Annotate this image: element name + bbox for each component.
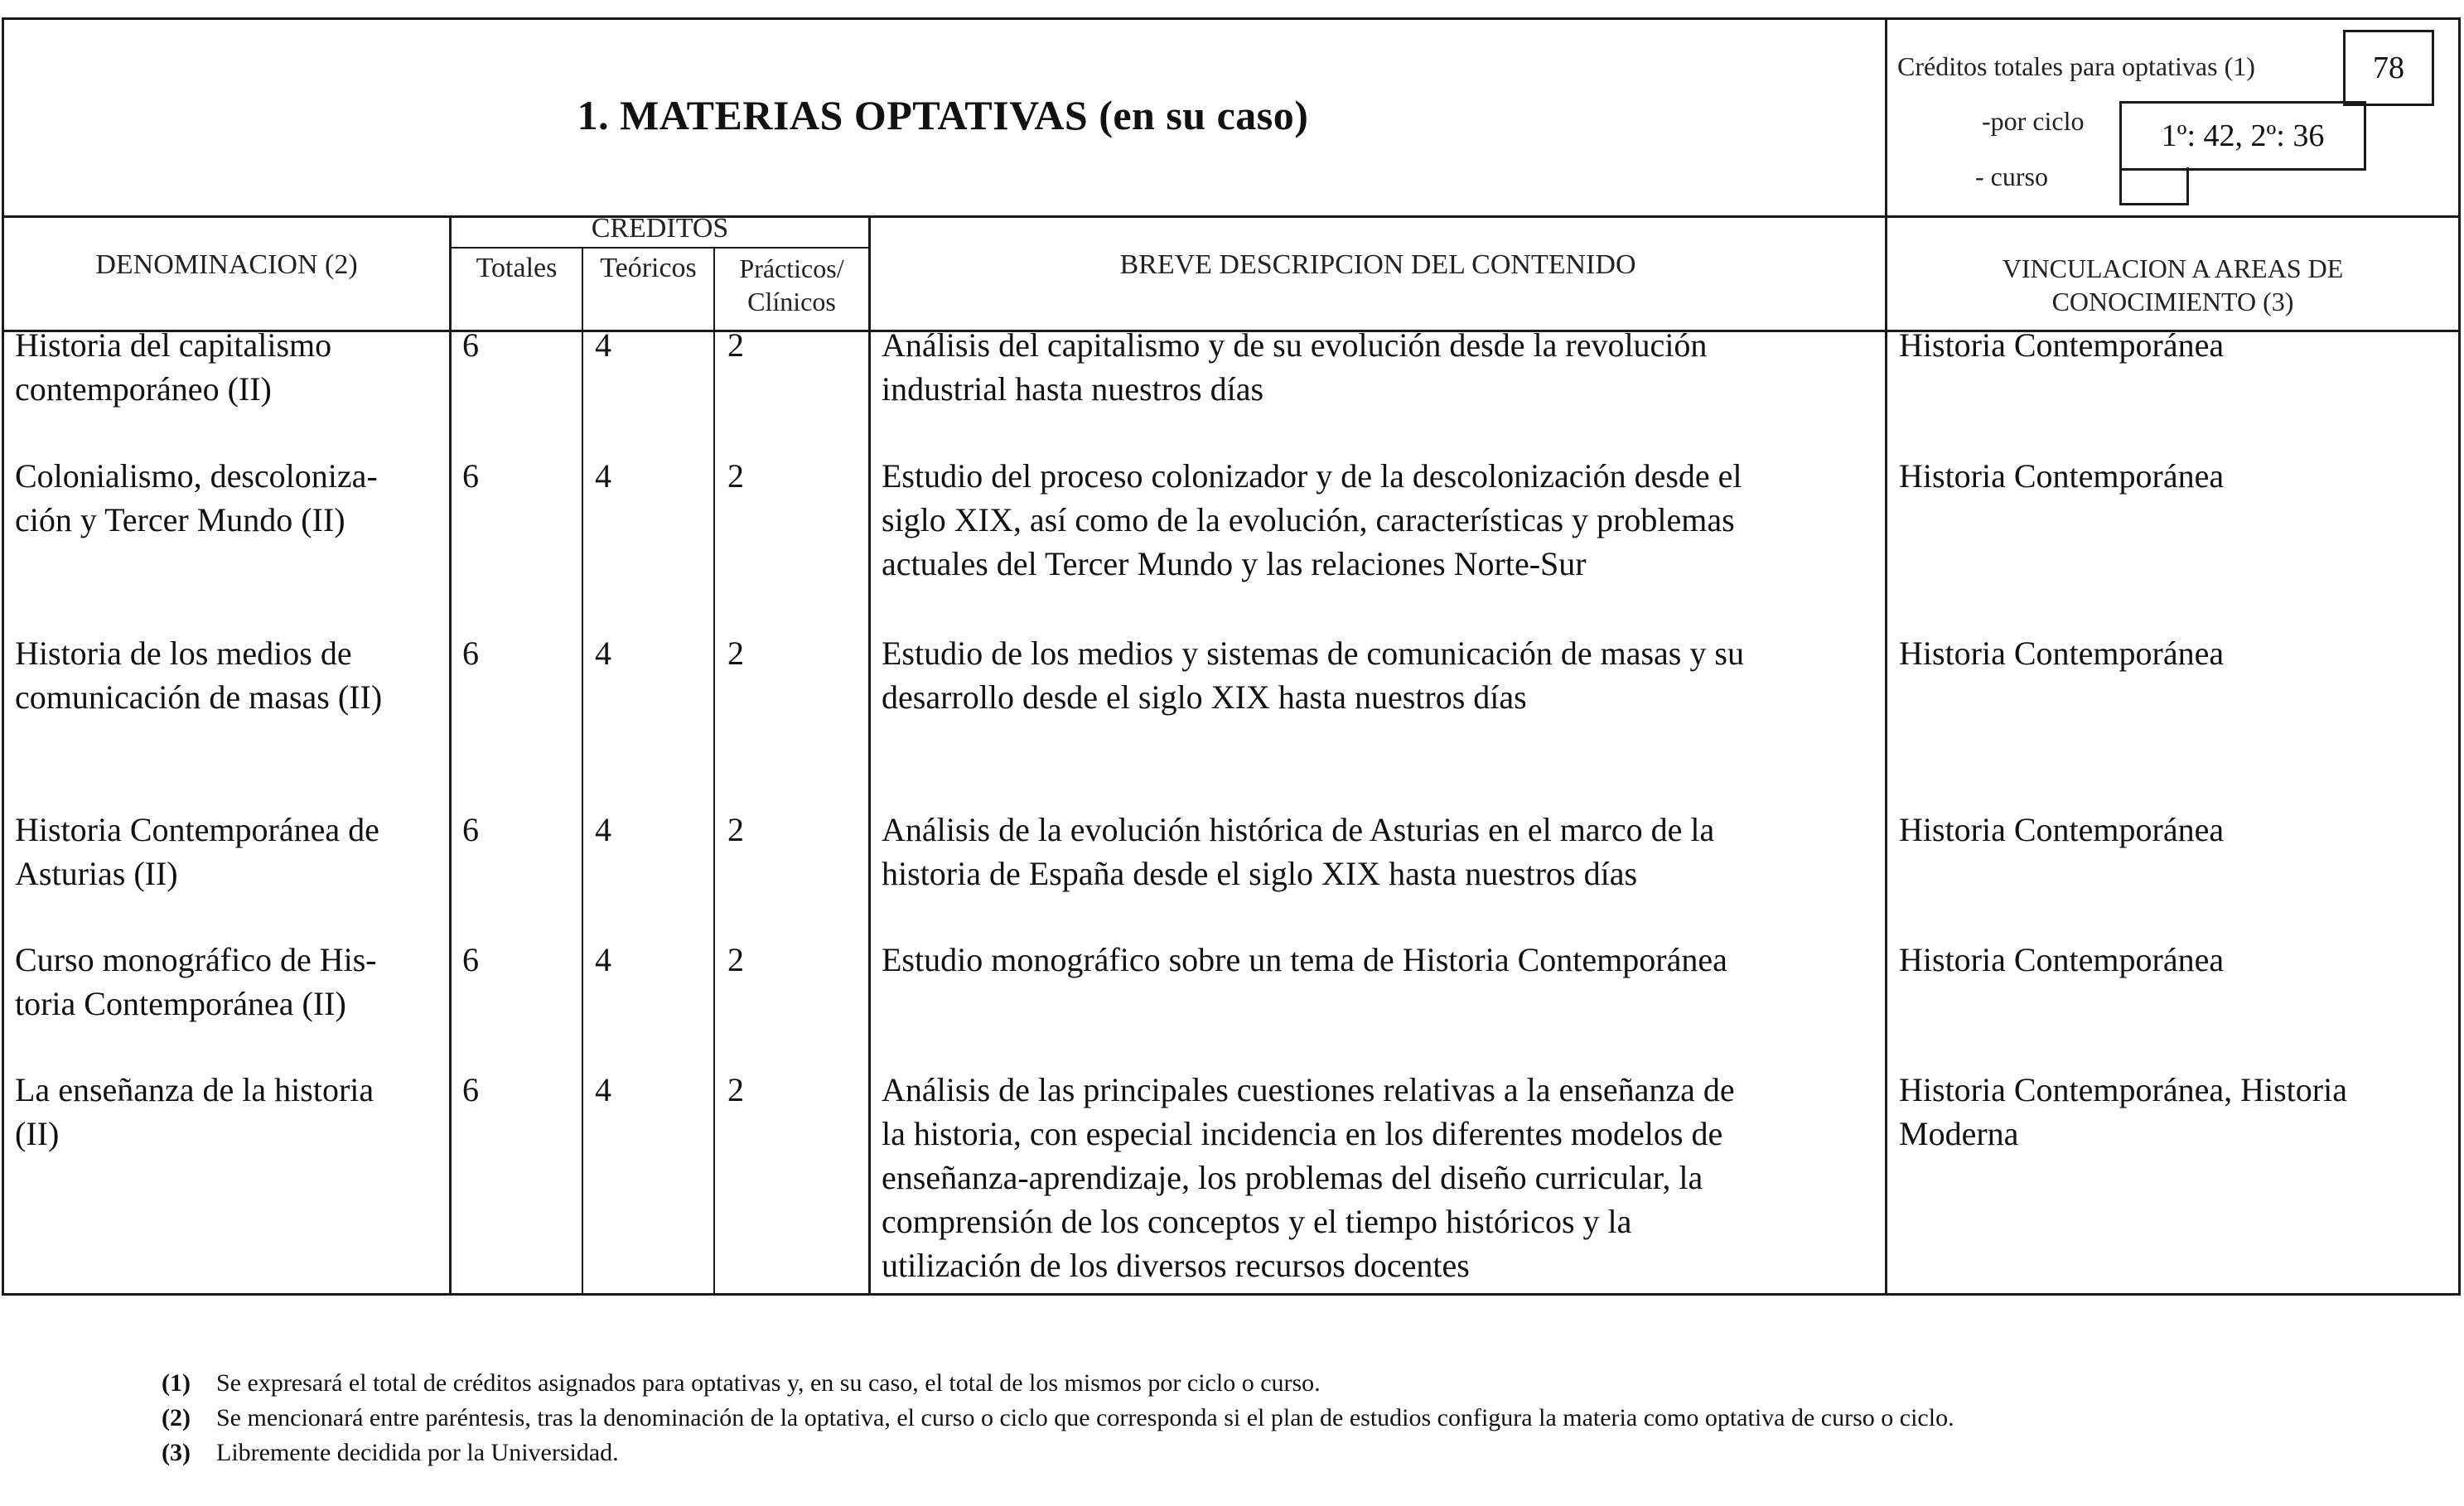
total-credits-box	[2343, 30, 2434, 106]
cell-desc-line: Análisis de la evolución histórica de Asturias en el marco de la	[882, 811, 1715, 848]
cell-area-line: Historia Contemporánea, Historia	[1899, 1071, 2347, 1108]
cell-desc-line: la historia, con especial incidencia en los diferentes modelos de	[882, 1115, 1723, 1152]
header-totales: Totales	[476, 253, 558, 283]
cell-area	[1899, 454, 2454, 498]
footnote-text: Se mencionará entre paréntesis, tras la denominación de la optativa, el curso o ciclo que corresponda si el plan de estudios configura la materia como optativa de curso o ciclo.	[216, 1404, 1954, 1431]
cell-totales: 6	[462, 635, 479, 672]
header-practicos	[715, 252, 868, 318]
course-box	[2119, 167, 2189, 205]
cell-area-line: Historia Contemporánea	[1899, 941, 2225, 978]
cell-desc	[882, 631, 1880, 719]
cell-desc-line: industrial hasta nuestros días	[882, 370, 1264, 408]
header-denominacion: DENOMINACION (2)	[95, 249, 358, 280]
per-cycle-box	[2119, 101, 2366, 171]
cell-teoricos: 4	[595, 326, 611, 364]
cell-desc	[882, 808, 1880, 895]
footnote	[162, 1367, 2365, 1400]
footnotes	[162, 1367, 2365, 1471]
cell-name-line: Curso monográfico de His-	[15, 941, 377, 978]
cell-teoricos: 4	[595, 635, 611, 672]
cell-desc-line: historia de España desde el siglo XIX hasta nuestros días	[882, 855, 1638, 892]
per-cycle-value: 1º: 42, 2º: 36	[2161, 118, 2325, 153]
cell-totales: 6	[462, 811, 479, 848]
cell-area-line: Historia Contemporánea	[1899, 457, 2225, 495]
cell-desc-line: enseñanza-aprendizaje, los problemas del diseño curricular, la	[882, 1159, 1703, 1196]
header-vinculacion	[1887, 252, 2458, 318]
cell-area	[1899, 938, 2454, 982]
cell-totales: 6	[462, 326, 479, 364]
per-cycle-label: -por ciclo	[1982, 106, 2085, 136]
cell-teoricos: 4	[595, 457, 611, 495]
cell-desc-line: Análisis de las principales cuestiones relativas a la enseñanza de	[882, 1071, 1735, 1108]
cell-name	[15, 323, 446, 411]
cell-name-line: (II)	[15, 1115, 60, 1152]
page-title: 1. MATERIAS OPTATIVAS (en su caso)	[577, 92, 1309, 138]
cell-desc-line: Estudio de los medios y sistemas de comunicación de masas y su	[882, 635, 1744, 672]
header-vinculacion-line1: VINCULACION A AREAS DE	[2002, 253, 2344, 283]
cell-name-line: Historia Contemporánea de	[15, 811, 379, 848]
cell-totales: 6	[462, 457, 479, 495]
header-descripcion: BREVE DESCRIPCION DEL CONTENIDO	[1119, 249, 1636, 280]
cell-name-line: Asturias (II)	[15, 855, 178, 892]
cell-teoricos: 4	[595, 811, 611, 848]
cell-practicos: 2	[727, 457, 744, 495]
header-practicos-line1: Prácticos/	[739, 253, 844, 283]
header-practicos-line2: Clínicos	[747, 287, 836, 316]
cell-practicos: 2	[727, 811, 744, 848]
cell-teoricos: 4	[595, 1071, 611, 1108]
cell-desc-line: Estudio monográfico sobre un tema de Historia Contemporánea	[882, 941, 1727, 978]
cell-desc-line: Estudio del proceso colonizador y de la descolonización desde el	[882, 457, 1742, 495]
cell-desc	[882, 323, 1880, 411]
cell-area-line: Moderna	[1899, 1115, 2019, 1152]
footnote-mark: (2)	[162, 1404, 191, 1431]
cell-totales: 6	[462, 1071, 479, 1108]
cell-desc	[882, 454, 1880, 586]
cell-name-line: Historia del capitalismo	[15, 326, 332, 364]
footnote-mark: (3)	[162, 1439, 191, 1466]
cell-practicos: 2	[727, 941, 744, 978]
cell-teoricos: 4	[595, 941, 611, 978]
header-creditos: CREDITOS	[591, 213, 729, 244]
cell-name	[15, 454, 446, 542]
cell-area-line: Historia Contemporánea	[1899, 635, 2225, 672]
header-teoricos: Teóricos	[600, 253, 697, 283]
footnote-mark: (1)	[162, 1369, 191, 1397]
cell-desc-line: desarrollo desde el siglo XIX hasta nuestros días	[882, 678, 1527, 716]
course-label: - curso	[1975, 162, 2048, 191]
cell-name	[15, 808, 446, 895]
total-credits-value: 78	[2373, 51, 2404, 85]
cell-name-line: comunicación de masas (II)	[15, 678, 383, 716]
cell-name-line: toria Contemporánea (II)	[15, 985, 346, 1022]
cell-desc-line: actuales del Tercer Mundo y las relaciones Norte-Sur	[882, 545, 1587, 582]
cell-name	[15, 631, 446, 719]
cell-area-line: Historia Contemporánea	[1899, 326, 2225, 364]
cell-desc-line: comprensión de los conceptos y el tiempo históricos y la	[882, 1203, 1632, 1240]
cell-practicos: 2	[727, 1071, 744, 1108]
cell-area	[1899, 808, 2454, 852]
header-vinculacion-line2: CONOCIMIENTO (3)	[2051, 287, 2294, 316]
cell-name-line: contemporáneo (II)	[15, 370, 272, 408]
footnote	[162, 1402, 2365, 1435]
cell-name-line: La enseñanza de la historia	[15, 1071, 374, 1108]
cell-name-line: Historia de los medios de	[15, 635, 352, 672]
cell-name-line: ción y Tercer Mundo (II)	[15, 501, 345, 538]
cell-desc-line: Análisis del capitalismo y de su evolución desde la revolución	[882, 326, 1708, 364]
cell-desc-line: siglo XIX, así como de la evolución, características y problemas	[882, 501, 1735, 538]
footnote-text: Libremente decidida por la Universidad.	[216, 1439, 619, 1466]
total-credits-label: Créditos totales para optativas (1)	[1897, 51, 2255, 81]
footnote-text: Se expresará el total de créditos asignados para optativas y, en su caso, el total de los mismos por ciclo o curso.	[216, 1369, 1321, 1397]
cell-name	[15, 1068, 446, 1156]
cell-practicos: 2	[727, 326, 744, 364]
cell-area	[1899, 323, 2454, 367]
cell-name	[15, 938, 446, 1026]
cell-area	[1899, 631, 2454, 675]
cell-totales: 6	[462, 941, 479, 978]
cell-desc-line: utilización de los diversos recursos docentes	[882, 1247, 1470, 1284]
cell-desc	[882, 1068, 1880, 1287]
cell-area	[1899, 1068, 2454, 1156]
footnote	[162, 1436, 2365, 1470]
cell-name-line: Colonialismo, descoloniza-	[15, 457, 378, 495]
cell-area-line: Historia Contemporánea	[1899, 811, 2225, 848]
cell-desc	[882, 938, 1880, 982]
cell-practicos: 2	[727, 635, 744, 672]
